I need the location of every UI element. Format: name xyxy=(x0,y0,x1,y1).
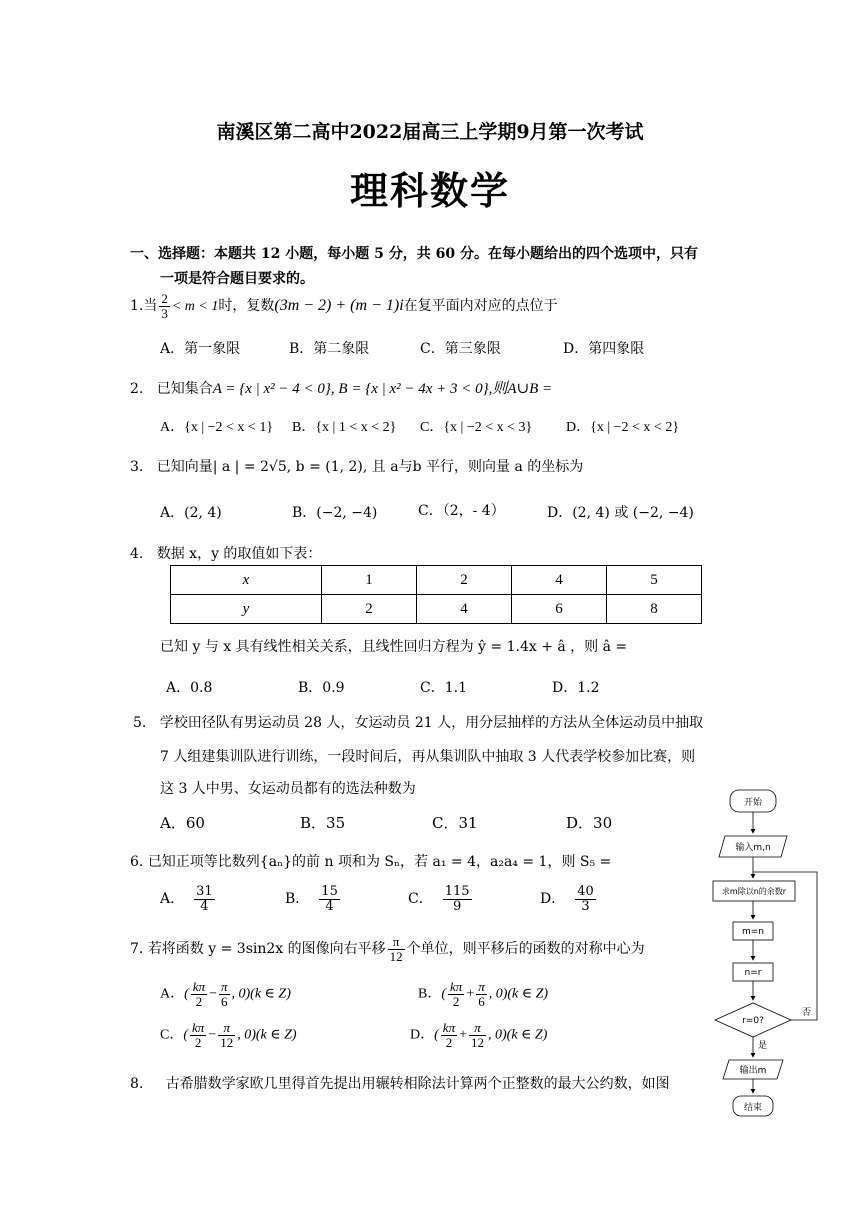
q5-option-b: B．35 xyxy=(300,814,346,832)
question-1 xyxy=(130,292,558,320)
q1-pre: 当 xyxy=(143,298,158,315)
q4-option-c: C．1.1 xyxy=(420,680,467,696)
euclid-flowchart xyxy=(705,780,845,1125)
table-cell: 6 xyxy=(512,595,607,624)
q6-text: 已知正项等比数列{aₙ}的前 n 项和为 Sₙ，若 a₁ = 4，a₂a₄ = 1，则 S₅ = xyxy=(147,854,612,870)
q1-option-a: A．第一象限 xyxy=(160,341,241,357)
q7-fraction: $\frac{\pi}{12}$ xyxy=(389,934,403,964)
q3-number: 3. xyxy=(130,459,144,475)
table-cell: 2 xyxy=(417,566,512,595)
question-8 xyxy=(130,1073,670,1093)
section-heading-line1: 一、选择题：本题共 12 小题，每小题 5 分，共 60 分。在每小题给出的四个选项中，只有 xyxy=(130,246,698,262)
q4-text: 数据 x，y 的取值如下表： xyxy=(156,546,322,562)
flow-assign-m-label: m=n xyxy=(741,927,765,937)
table-cell: 1 xyxy=(322,566,417,595)
table-cell: y xyxy=(171,595,322,624)
q4-option-d: D．1.2 xyxy=(552,680,600,696)
flow-assign-n-label: n=r xyxy=(744,968,762,978)
q2-option-a: A．{x | −2 < x < 1} xyxy=(160,420,274,435)
q5-line2: 7 人组建集训队进行训练，一段时间后，再从集训队中抽取 3 人代表学校参加比赛，则 xyxy=(160,749,696,765)
q5-line3: 这 3 人中男、女运动员都有的选法种数为 xyxy=(160,781,416,797)
table-cell: 2 xyxy=(322,595,417,624)
q3-option-a: A．(2, 4) xyxy=(160,505,222,521)
q7-post: 个单位，则平移后的函数的对称中心为 xyxy=(406,941,645,958)
question-3 xyxy=(130,456,583,476)
flow-yes-label: 是 xyxy=(758,1041,768,1051)
question-2 xyxy=(130,377,552,398)
q2-option-d: D．{x | −2 < x < 2} xyxy=(566,420,680,435)
q1-option-c: C．第三象限 xyxy=(420,341,501,357)
q8-text: 古希腊数学家欧几里得首先提出用辗转相除法计算两个正整数的最大公约数，如图 xyxy=(165,1076,670,1092)
q7-pre: 若将函数 y = 3sin2x 的图像向右平移 xyxy=(147,941,386,958)
q4-text2: 已知 y 与 x 具有线性相关关系，且线性回归方程为 ŷ = 1.4x + â ，则 â = xyxy=(160,639,628,655)
q3-option-b: B．(−2, −4) xyxy=(292,505,378,521)
subject-title: 理科数学 xyxy=(349,169,510,213)
q1-option-d: D．第四象限 xyxy=(563,341,645,357)
flow-end-label: 结束 xyxy=(743,1103,763,1113)
section-heading-line2: 一项是符合题目要求的。 xyxy=(160,271,314,287)
q3-text: 已知向量| a | = 2√5, b = (1, 2), 且 a与b 平行，则向量 a 的坐标为 xyxy=(156,459,584,475)
q3-option-c: C．（2，- 4） xyxy=(418,503,505,519)
q1-mid: 时，复数 xyxy=(218,298,275,315)
q2-option-b: B．{x | 1 < x < 2} xyxy=(292,420,397,435)
q6-option-d: D． $\frac{40}{3}$ xyxy=(540,884,594,914)
question-5 xyxy=(133,712,703,732)
q8-number: 8. xyxy=(130,1076,144,1092)
question-6 xyxy=(130,851,611,871)
q2-option-c: C．{x | −2 < x < 3} xyxy=(420,420,533,435)
q2-expression: A = {x | x² − 4 < 0}, B = {x | x² − 4x + 3 < 0}, xyxy=(212,381,493,397)
question-4 xyxy=(130,543,321,563)
q1-expression: (3m − 2) + (m − 1)i xyxy=(274,297,404,315)
q1-condition: < m < 1 xyxy=(171,299,219,315)
q1-option-b: B．第二象限 xyxy=(289,341,370,357)
q7-number: 7. xyxy=(130,941,144,958)
q5-line1: 学校田径队有男运动员 28 人，女运动员 21 人，用分层抽样的方法从全体运动员中抽取 xyxy=(159,715,704,731)
q3-option-d: D．(2, 4) 或 (−2, −4) xyxy=(547,505,694,521)
q5-option-c: C．31 xyxy=(432,814,478,832)
q7-option-b: B．( $\frac{k\pi}{2}$ + $\frac{\pi}{6}$ , 0)(k ∈ Z) xyxy=(418,979,549,1009)
question-7 xyxy=(130,935,645,963)
q4-option-b: B．0.9 xyxy=(298,680,345,696)
q5-option-d: D．30 xyxy=(566,814,613,832)
table-cell: x xyxy=(171,566,322,595)
q1-fraction: $\frac{2}{3}$ xyxy=(161,291,168,321)
table-cell: 8 xyxy=(607,595,702,624)
flow-input-label: 输入m,n xyxy=(735,843,771,853)
q4-number: 4. xyxy=(130,546,144,562)
q2-post: 则A∪B = xyxy=(492,381,553,397)
q6-option-a: A． $\frac{31}{4}$ xyxy=(160,884,213,914)
q6-option-c: C． $\frac{115}{9}$ xyxy=(408,884,470,914)
q7-option-c: C．( $\frac{k\pi}{2}$ − $\frac{\pi}{12}$ , 0)(k ∈ Z) xyxy=(160,1020,297,1050)
table-row xyxy=(171,566,702,595)
q6-number: 6. xyxy=(130,854,144,870)
q4-option-a: A．0.8 xyxy=(166,680,213,696)
q6-option-b: B． $\frac{15}{4}$ xyxy=(285,884,338,914)
q4-data-table xyxy=(170,565,702,624)
q7-option-d: D．( $\frac{k\pi}{2}$ + $\frac{\pi}{12}$ , 0)(k ∈ Z) xyxy=(410,1020,548,1050)
flow-remainder-label: 求m除以n的余数r xyxy=(721,887,787,896)
flow-output-label: 输出m xyxy=(739,1066,767,1076)
table-cell: 4 xyxy=(512,566,607,595)
q5-option-a: A．60 xyxy=(160,814,205,832)
table-cell: 5 xyxy=(607,566,702,595)
table-row xyxy=(171,595,702,624)
flow-no-label: 否 xyxy=(802,1008,812,1018)
flow-start-label: 开始 xyxy=(743,798,763,808)
q1-post: 在复平面内对应的点位于 xyxy=(403,298,558,315)
q1-number: 1. xyxy=(130,298,144,315)
table-cell: 4 xyxy=(417,595,512,624)
q2-pre: 已知集合 xyxy=(156,381,213,397)
q2-number: 2. xyxy=(130,381,144,397)
flow-decision-label: r=0? xyxy=(742,1016,764,1026)
exam-title: 南溪区第二高中2022届高三上学期9月第一次考试 xyxy=(216,121,644,143)
q5-number: 5. xyxy=(133,715,147,731)
q7-option-a: A．( $\frac{k\pi}{2}$ − $\frac{\pi}{6}$ , 0)(k ∈ Z) xyxy=(160,979,291,1009)
